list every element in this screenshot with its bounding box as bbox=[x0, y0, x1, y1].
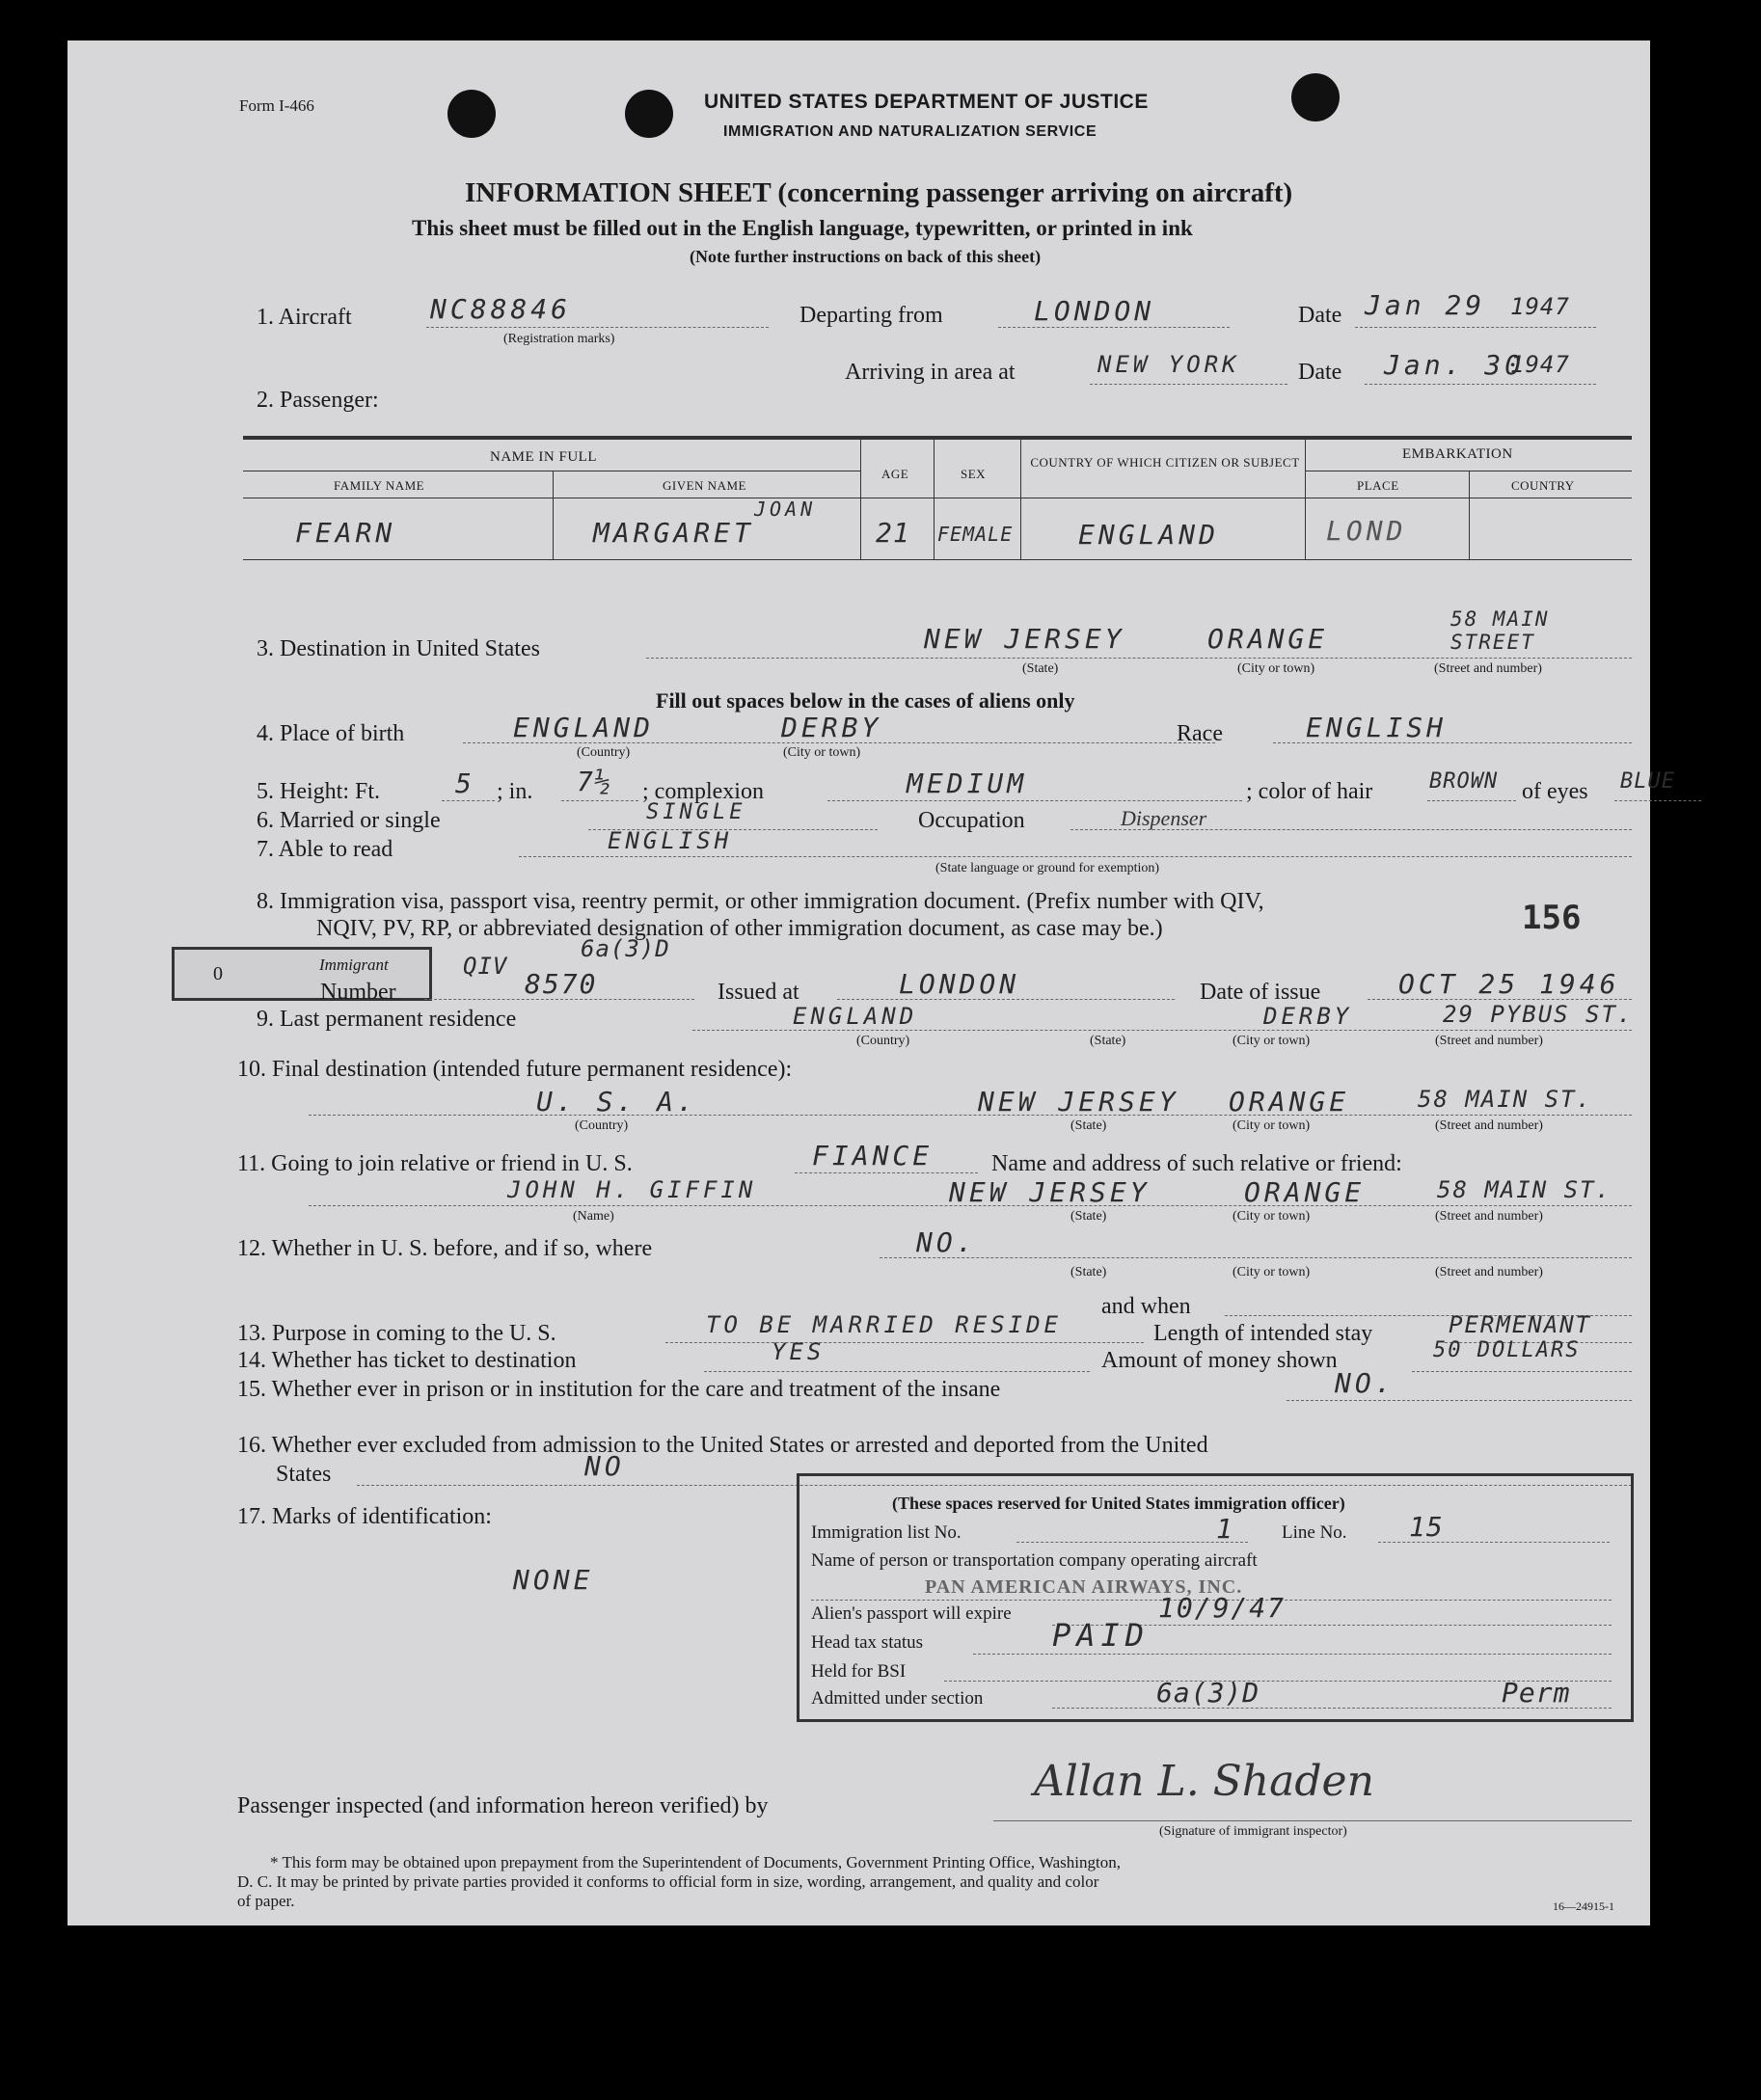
footer-line-1: * This form may be obtained upon prepayment from the Superintendent of Documents, Government Printing Office, Washington, bbox=[270, 1853, 1121, 1871]
ticket-value: YES bbox=[772, 1338, 826, 1365]
destination-city-value: ORANGE bbox=[1207, 623, 1329, 655]
citizen-header: COUNTRY OF WHICH CITIZEN OR SUBJECT bbox=[1030, 455, 1300, 470]
money-label: Amount of money shown bbox=[1101, 1348, 1338, 1373]
admitted-label: Admitted under section bbox=[811, 1688, 984, 1709]
embarkation-header: EMBARKATION bbox=[1402, 446, 1513, 462]
relation-value: FIANCE bbox=[812, 1140, 934, 1171]
prison-value: NO. bbox=[1335, 1367, 1395, 1399]
last-residence-country-caption: (Country) bbox=[856, 1034, 910, 1048]
name-address-label: Name and address of such relative or friend: bbox=[991, 1151, 1402, 1176]
passport-expire-value: 10/9/47 bbox=[1158, 1592, 1287, 1624]
visa-label-2: NQIV, PV, RP, or abbreviated designation of other immigration document, as case may be.) bbox=[316, 916, 1163, 941]
family-name-header: FAMILY NAME bbox=[334, 478, 425, 493]
stamp-label: Immigrant bbox=[319, 956, 389, 974]
prison-label: 15. Whether ever in prison or in institution for the care and treatment of the insane bbox=[237, 1377, 1001, 1402]
occupation-value: Dispenser bbox=[1121, 806, 1207, 830]
inspected-label: Passenger inspected (and information hereon verified) by bbox=[237, 1793, 769, 1818]
arriving-value: NEW YORK bbox=[1097, 351, 1240, 378]
signature-caption: (Signature of immigrant inspector) bbox=[1159, 1824, 1347, 1839]
punch-hole bbox=[1291, 73, 1340, 121]
destination-state-value: NEW JERSEY bbox=[924, 623, 1125, 655]
operator-value: PAN AMERICAN AIRWAYS, INC. bbox=[925, 1576, 1243, 1598]
length-value: PERMENANT bbox=[1449, 1311, 1592, 1338]
height-in-label: ; in. bbox=[497, 779, 533, 804]
hair-value: BROWN bbox=[1429, 769, 1499, 794]
arrival-date-label: Date bbox=[1298, 360, 1342, 385]
departure-date-value: Jan 29 bbox=[1365, 289, 1486, 321]
height-ft-value: 5 bbox=[455, 767, 475, 799]
last-residence-city-caption: (City or town) bbox=[1233, 1034, 1311, 1048]
purpose-label: 13. Purpose in coming to the U. S. bbox=[237, 1321, 556, 1346]
purpose-value: TO BE MARRIED RESIDE bbox=[706, 1311, 1062, 1338]
form-sheet bbox=[68, 40, 1675, 1925]
given-name-header: GIVEN NAME bbox=[663, 478, 746, 493]
arriving-label: Arriving in area at bbox=[845, 360, 1016, 385]
final-state-caption: (State) bbox=[1070, 1118, 1107, 1133]
destination-street-caption: (Street and number) bbox=[1434, 661, 1542, 676]
officer-box-heading: (These spaces reserved for United States immigration officer) bbox=[892, 1494, 1345, 1513]
final-city-caption: (City or town) bbox=[1233, 1118, 1311, 1133]
final-country-value: U. S. A. bbox=[536, 1086, 697, 1117]
race-value: ENGLISH bbox=[1306, 712, 1448, 743]
friend-state-caption: (State) bbox=[1070, 1209, 1107, 1224]
footer-line-2: D. C. It may be printed by private parties provided it conforms to official form in size, wording, arrangement, and quality and color bbox=[237, 1872, 1099, 1891]
before-city-caption: (City or town) bbox=[1233, 1265, 1311, 1279]
form-subtitle: This sheet must be filled out in the English language, typewritten, or printed in ink bbox=[412, 216, 1193, 240]
family-name-value: FEARN bbox=[295, 517, 396, 549]
departure-date-label: Date bbox=[1298, 303, 1342, 328]
aircraft-value: NC88846 bbox=[430, 293, 572, 325]
last-residence-label: 9. Last permanent residence bbox=[257, 1007, 517, 1032]
service-heading: IMMIGRATION AND NATURALIZATION SERVICE bbox=[723, 123, 1097, 140]
eyes-label: of eyes bbox=[1522, 779, 1588, 804]
length-label: Length of intended stay bbox=[1153, 1321, 1373, 1346]
occupation-label: Occupation bbox=[918, 808, 1025, 833]
held-bsi-label: Held for BSI bbox=[811, 1661, 907, 1682]
final-street-value: 58 MAIN ST. bbox=[1418, 1086, 1592, 1113]
arrival-year-value: 1947 bbox=[1510, 351, 1570, 378]
form-note: (Note further instructions on back of this sheet) bbox=[690, 247, 1042, 266]
stamp-number: 0 bbox=[213, 963, 223, 984]
department-heading: UNITED STATES DEPARTMENT OF JUSTICE bbox=[704, 91, 1149, 113]
last-residence-state-caption: (State) bbox=[1090, 1034, 1126, 1048]
departing-label: Departing from bbox=[799, 303, 943, 328]
issued-at-value: LONDON bbox=[899, 968, 1020, 1000]
admitted-note-value: Perm bbox=[1502, 1677, 1571, 1709]
number-label: Number bbox=[320, 980, 396, 1005]
given-name-2-value: JOAN bbox=[754, 498, 817, 521]
last-residence-city-value: DERBY bbox=[1263, 1003, 1353, 1030]
final-country-caption: (Country) bbox=[575, 1118, 629, 1133]
head-tax-label: Head tax status bbox=[811, 1632, 924, 1653]
punch-hole bbox=[447, 90, 496, 138]
marks-label: 17. Marks of identification: bbox=[237, 1504, 492, 1529]
married-label: 6. Married or single bbox=[257, 808, 441, 833]
date-issue-label: Date of issue bbox=[1200, 980, 1321, 1005]
citizen-value: ENGLAND bbox=[1078, 519, 1220, 551]
form-number: Form I-466 bbox=[239, 96, 314, 115]
height-in-value: 7½ bbox=[577, 766, 611, 797]
ticket-label: 14. Whether has ticket to destination bbox=[237, 1348, 577, 1373]
date-issue-value: OCT 25 1946 bbox=[1398, 968, 1620, 1000]
birth-country-value: ENGLAND bbox=[513, 712, 655, 743]
sex-header: SEX bbox=[961, 467, 987, 481]
excluded-value: NO bbox=[584, 1450, 625, 1482]
punch-hole bbox=[625, 90, 673, 138]
line-no-value: 15 bbox=[1409, 1511, 1444, 1543]
final-street-caption: (Street and number) bbox=[1435, 1118, 1543, 1133]
money-value: 50 DOLLARS bbox=[1433, 1338, 1581, 1362]
sex-value: FEMALE bbox=[937, 523, 1014, 546]
final-destination-label: 10. Final destination (intended future permanent residence): bbox=[237, 1057, 793, 1082]
given-name-value: MARGARET bbox=[593, 517, 754, 549]
birth-label: 4. Place of birth bbox=[257, 721, 405, 746]
print-code: 16—24915-1 bbox=[1553, 1899, 1614, 1913]
footer-line-3: of paper. bbox=[237, 1892, 295, 1910]
issued-at-label: Issued at bbox=[718, 980, 799, 1005]
last-residence-street-caption: (Street and number) bbox=[1435, 1034, 1543, 1048]
read-caption: (State language or ground for exemption) bbox=[935, 861, 1160, 875]
destination-street-value: 58 MAIN STREET bbox=[1450, 607, 1550, 654]
aliens-only-heading: Fill out spaces below in the cases of aliens only bbox=[656, 688, 1075, 713]
before-label: 12. Whether in U. S. before, and if so, where bbox=[237, 1236, 653, 1261]
destination-state-caption: (State) bbox=[1022, 661, 1059, 676]
and-when-label: and when bbox=[1101, 1294, 1191, 1319]
officer-box bbox=[797, 1473, 1634, 1722]
embarkation-place-value: LOND bbox=[1326, 515, 1407, 547]
excluded-label-2: States bbox=[276, 1462, 332, 1487]
passenger-label: 2. Passenger: bbox=[257, 388, 379, 413]
final-state-value: NEW JERSEY bbox=[978, 1086, 1179, 1117]
reg-marks-caption: (Registration marks) bbox=[503, 332, 615, 346]
friend-city-caption: (City or town) bbox=[1233, 1209, 1311, 1224]
complexion-label: ; complexion bbox=[642, 779, 764, 804]
destination-city-caption: (City or town) bbox=[1237, 661, 1315, 676]
birth-city-value: DERBY bbox=[781, 712, 882, 743]
embarkation-place-header: PLACE bbox=[1357, 478, 1399, 493]
visa-prefix-value: QIV bbox=[463, 953, 508, 980]
departure-year-value: 1947 bbox=[1510, 293, 1570, 320]
birth-country-caption: (Country) bbox=[577, 745, 631, 760]
head-tax-value: PAID bbox=[1052, 1617, 1151, 1654]
visa-stamp-number: 156 bbox=[1522, 899, 1582, 937]
height-label: 5. Height: Ft. bbox=[257, 779, 381, 804]
race-label: Race bbox=[1177, 721, 1223, 746]
read-value: ENGLISH bbox=[608, 827, 733, 854]
friend-name-value: JOHN H. GIFFIN bbox=[507, 1176, 757, 1203]
age-value: 21 bbox=[876, 517, 910, 549]
before-value: NO. bbox=[916, 1226, 977, 1258]
line-no-label: Line No. bbox=[1282, 1522, 1347, 1543]
final-city-value: ORANGE bbox=[1229, 1086, 1350, 1117]
departing-value: LONDON bbox=[1034, 295, 1155, 327]
visa-number-value: 8570 bbox=[525, 968, 598, 1000]
last-residence-country-value: ENGLAND bbox=[793, 1003, 918, 1030]
arrival-date-value: Jan. 30 bbox=[1384, 349, 1526, 381]
married-value: SINGLE bbox=[646, 800, 746, 824]
admitted-value: 6a(3)D bbox=[1156, 1677, 1260, 1709]
birth-city-caption: (City or town) bbox=[783, 745, 861, 760]
visa-label: 8. Immigration visa, passport visa, reentry permit, or other immigration document. (Prefix number with QIV, bbox=[257, 889, 1264, 914]
friend-street-value: 58 MAIN ST. bbox=[1437, 1176, 1612, 1203]
operator-label: Name of person or transportation company operating aircraft bbox=[811, 1550, 1258, 1571]
embarkation-country-header: COUNTRY bbox=[1511, 478, 1575, 493]
imm-list-value: 1 bbox=[1216, 1513, 1236, 1545]
before-street-caption: (Street and number) bbox=[1435, 1265, 1543, 1279]
going-join-label: 11. Going to join relative or friend in U. S. bbox=[237, 1151, 633, 1176]
complexion-value: MEDIUM bbox=[907, 767, 1028, 799]
last-residence-street-value: 29 PYBUS ST. bbox=[1443, 1001, 1634, 1028]
inspector-signature: Allan L. Shaden bbox=[1034, 1757, 1374, 1806]
hair-label: ; color of hair bbox=[1246, 779, 1373, 804]
friend-street-caption: (Street and number) bbox=[1435, 1209, 1543, 1224]
excluded-label: 16. Whether ever excluded from admission to the United States or arrested and deported from the United bbox=[237, 1433, 1208, 1458]
friend-name-caption: (Name) bbox=[573, 1209, 614, 1224]
friend-state-value: NEW JERSEY bbox=[949, 1176, 1151, 1208]
visa-section-value: 6a(3)D bbox=[581, 935, 670, 962]
before-state-caption: (State) bbox=[1070, 1265, 1107, 1279]
marks-value: NONE bbox=[513, 1564, 594, 1596]
read-label: 7. Able to read bbox=[257, 837, 393, 862]
form-title: INFORMATION SHEET (concerning passenger arriving on aircraft) bbox=[465, 177, 1293, 208]
aircraft-label: 1. Aircraft bbox=[257, 305, 352, 330]
imm-list-label: Immigration list No. bbox=[811, 1522, 962, 1543]
age-header: AGE bbox=[881, 467, 909, 481]
eyes-value: BLUE bbox=[1620, 769, 1675, 794]
name-in-full-header: NAME IN FULL bbox=[490, 449, 597, 465]
passport-expire-label: Alien's passport will expire bbox=[811, 1603, 1012, 1624]
destination-label: 3. Destination in United States bbox=[257, 636, 540, 661]
friend-city-value: ORANGE bbox=[1244, 1176, 1366, 1208]
